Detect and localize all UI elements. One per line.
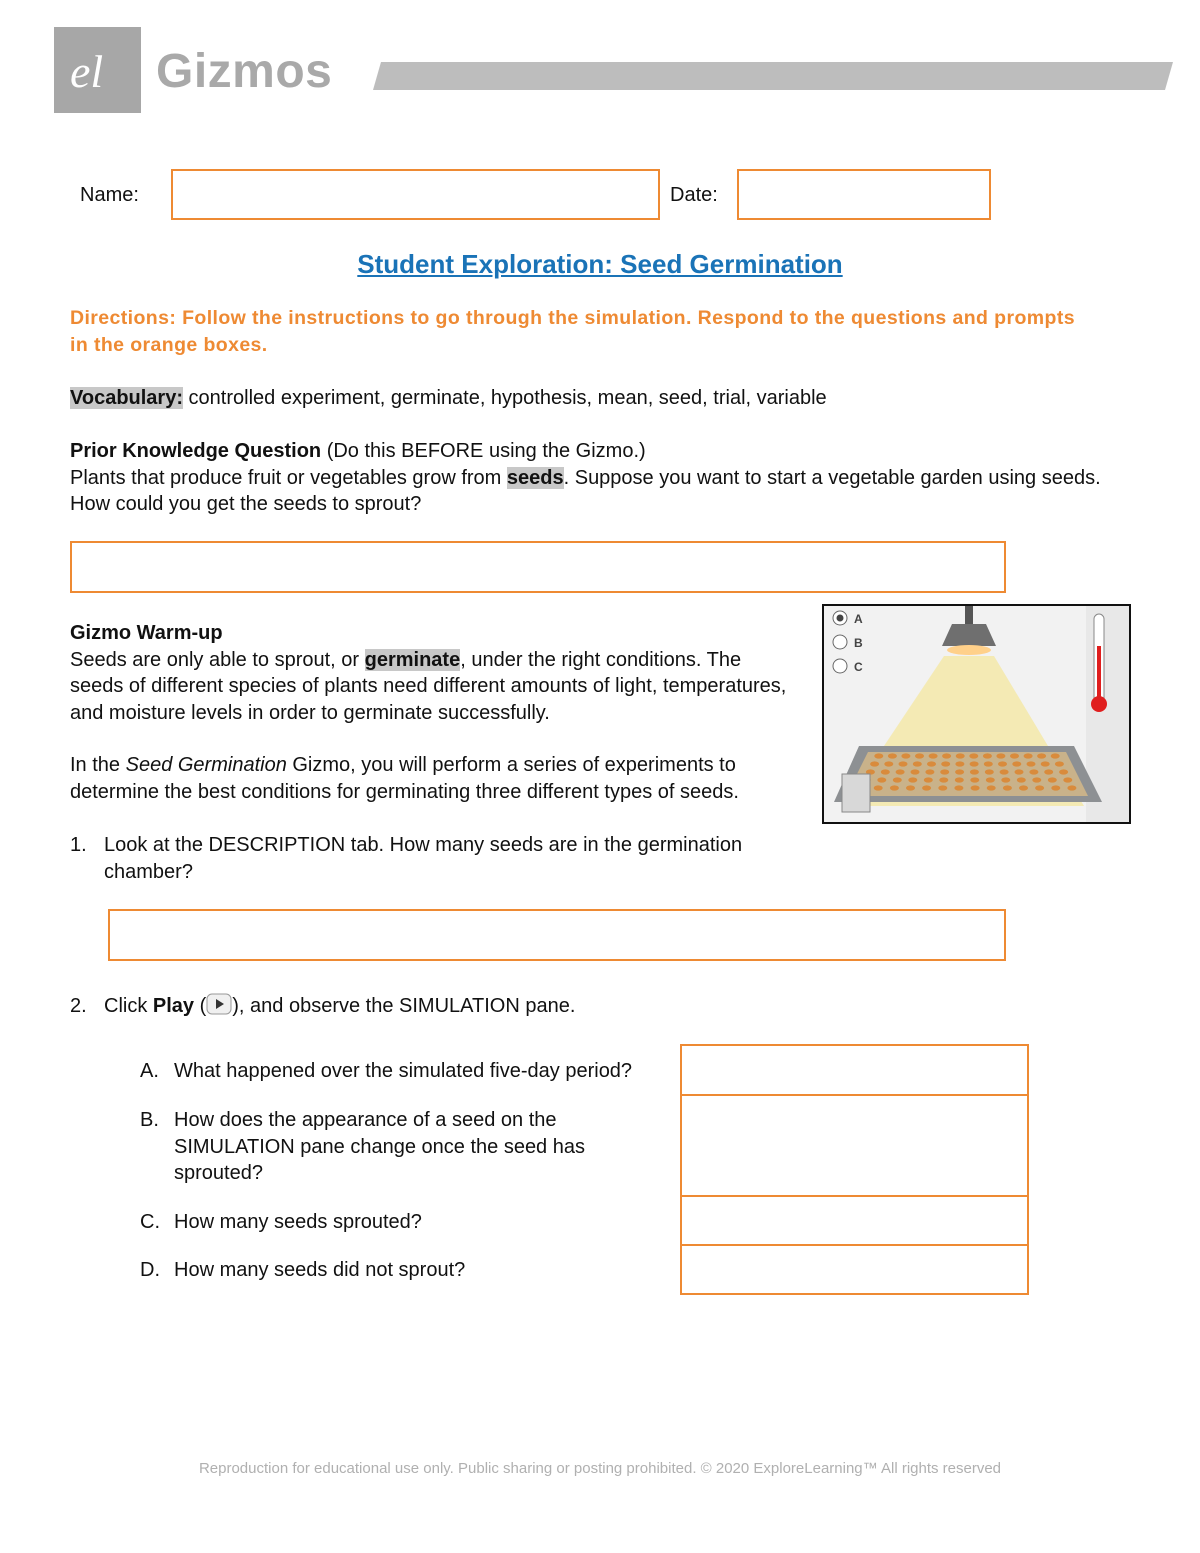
seed (971, 785, 980, 790)
question-2b-text: How does the appearance of a seed on the SIMULATION pane change once the seed has sprouted? (174, 1109, 585, 1184)
question-2-text-end: ), and observe the SIMULATION pane. (232, 995, 576, 1017)
prior-knowledge (70, 438, 1130, 518)
seed (924, 777, 933, 782)
seed (1067, 785, 1076, 790)
seed (1048, 777, 1057, 782)
seed (1044, 769, 1053, 774)
question-2a-answer-box[interactable] (680, 1044, 1029, 1096)
seed (877, 777, 886, 782)
seed (1041, 761, 1050, 766)
radio-option-c[interactable] (833, 659, 847, 673)
seed (1032, 777, 1041, 782)
seed (881, 769, 890, 774)
seed (985, 769, 994, 774)
question-2b-letter: B. (140, 1109, 159, 1131)
question-2a-letter: A. (140, 1060, 159, 1082)
gizmo-name: Seed Germination (125, 754, 287, 776)
warmup-heading: Gizmo Warm-up (70, 622, 223, 644)
seed (901, 753, 910, 758)
seed (983, 753, 992, 758)
seed (1055, 761, 1064, 766)
seed (896, 769, 905, 774)
seed (1010, 753, 1019, 758)
seed (1012, 761, 1021, 766)
question-2c (140, 1209, 640, 1236)
seed (1003, 785, 1012, 790)
question-1 (70, 832, 830, 885)
seed (955, 769, 964, 774)
seed (1001, 777, 1010, 782)
seed (911, 769, 920, 774)
question-2d-text: How many seeds did not sprout? (174, 1259, 466, 1281)
question-1-number: 1. (70, 834, 87, 856)
vocabulary-terms: controlled experiment, germinate, hypothesis, mean, seed, trial, variable (183, 387, 827, 409)
name-label: Name: (80, 184, 139, 206)
date-field[interactable] (737, 169, 991, 220)
prior-knowledge-answer-box[interactable] (70, 541, 1006, 593)
radio-option-b[interactable] (833, 635, 847, 649)
vocabulary (70, 385, 1120, 412)
seed (956, 753, 965, 758)
warmup-p2-end: Gizmo, you will perform a series of experiments to determine the best conditions for germinating three different types of seeds. (70, 754, 739, 803)
seed (1015, 769, 1024, 774)
seed (1051, 785, 1060, 790)
seed (908, 777, 917, 782)
prior-knowledge-text: Plants that produce fruit or vegetables grow from (70, 466, 507, 489)
seed (906, 785, 915, 790)
seed (955, 761, 964, 766)
question-2d (140, 1257, 640, 1284)
seed (940, 769, 949, 774)
question-2-paren: ( (194, 995, 207, 1017)
play-icon[interactable] (206, 993, 232, 1015)
question-1-answer-box[interactable] (108, 909, 1006, 961)
seed (1051, 753, 1060, 758)
germinate-highlight: germinate (364, 648, 461, 671)
brand-name: Gizmos (156, 45, 333, 98)
radio-selected-dot (837, 615, 844, 622)
question-2d-letter: D. (140, 1259, 160, 1281)
warmup-text: Seeds are only able to sprout, or (70, 648, 365, 671)
seed (888, 753, 897, 758)
germination-chamber-image (822, 604, 1131, 824)
seed (941, 761, 950, 766)
seed (969, 753, 978, 758)
seed (1029, 769, 1038, 774)
seed (874, 753, 883, 758)
radio-label-a: A (854, 612, 863, 626)
seed (1024, 753, 1033, 758)
seed (915, 753, 924, 758)
el-logo-icon (54, 27, 141, 113)
seed (1059, 769, 1068, 774)
seed (884, 761, 893, 766)
seed (913, 761, 922, 766)
seed (1019, 785, 1028, 790)
question-2 (70, 993, 830, 1020)
warmup-p2: In the (70, 754, 126, 776)
radio-label-b: B (854, 636, 863, 650)
seeds-highlight: seeds (506, 466, 564, 489)
seed (984, 761, 993, 766)
seed (970, 769, 979, 774)
svg-text:el: el (70, 46, 104, 97)
seed (925, 769, 934, 774)
seed (929, 753, 938, 758)
seed (893, 777, 902, 782)
seed (927, 761, 936, 766)
seed (870, 761, 879, 766)
seed (955, 777, 964, 782)
seed (987, 785, 996, 790)
seed (939, 777, 948, 782)
lamp-stem (965, 606, 973, 624)
water-pipe-icon (842, 774, 870, 812)
vocabulary-label: Vocabulary: (70, 387, 183, 409)
header-bar (373, 62, 1173, 90)
question-1-text: Look at the DESCRIPTION tab. How many seeds are in the germination chamber? (104, 834, 743, 883)
question-2c-letter: C. (140, 1211, 160, 1233)
seed (899, 761, 908, 766)
seed (874, 785, 883, 790)
seed (986, 777, 995, 782)
question-2d-answer-box[interactable] (680, 1244, 1029, 1295)
warmup-section (70, 620, 790, 805)
seed (1035, 785, 1044, 790)
play-label: Play (152, 995, 195, 1017)
prior-knowledge-note: (Do this BEFORE using the Gizmo.) (321, 440, 646, 462)
page-title: Student Exploration: Seed Germination (357, 249, 843, 279)
seed (922, 785, 931, 790)
question-2c-answer-box[interactable] (680, 1195, 1029, 1246)
seed (938, 785, 947, 790)
seed (942, 753, 951, 758)
brand-logo (54, 27, 141, 113)
seed (1027, 761, 1036, 766)
date-label: Date: (670, 184, 718, 206)
directions: Directions: Follow the instructions to go through the simulation. Respond to the questions and prompts in the orange boxes. (70, 307, 1075, 356)
warmup-text-end: , under the right conditions. The seeds of different species of plants need different amounts of light, temperatures, and moisture levels in order to germinate successfully. (70, 648, 787, 724)
question-2-number: 2. (70, 995, 87, 1017)
seed (1017, 777, 1026, 782)
seed (970, 777, 979, 782)
germination-chamber-illustration (824, 606, 1129, 822)
seed (970, 761, 979, 766)
radio-label-c: C (854, 660, 863, 674)
seed (890, 785, 899, 790)
question-2-text: Click (104, 995, 153, 1017)
question-2c-text: How many seeds sprouted? (174, 1211, 422, 1233)
question-2a (140, 1058, 670, 1085)
prior-knowledge-heading: Prior Knowledge Question (70, 440, 322, 462)
seed (996, 753, 1005, 758)
seed (998, 761, 1007, 766)
name-field[interactable] (171, 169, 660, 220)
question-2a-text: What happened over the simulated five-day period? (174, 1060, 633, 1082)
seed (1000, 769, 1009, 774)
seed (1037, 753, 1046, 758)
question-2b-answer-box[interactable] (680, 1094, 1029, 1197)
seed (954, 785, 963, 790)
seed (1063, 777, 1072, 782)
prior-knowledge-text-end: . Suppose you want to start a vegetable garden using seeds. How could you get the seeds to sprout? (70, 466, 1101, 515)
question-2b (140, 1107, 640, 1187)
footer-copyright: Reproduction for educational use only. Public sharing or posting prohibited. © 2020 ExploreLearning™ All rights reserved (198, 1460, 1002, 1477)
